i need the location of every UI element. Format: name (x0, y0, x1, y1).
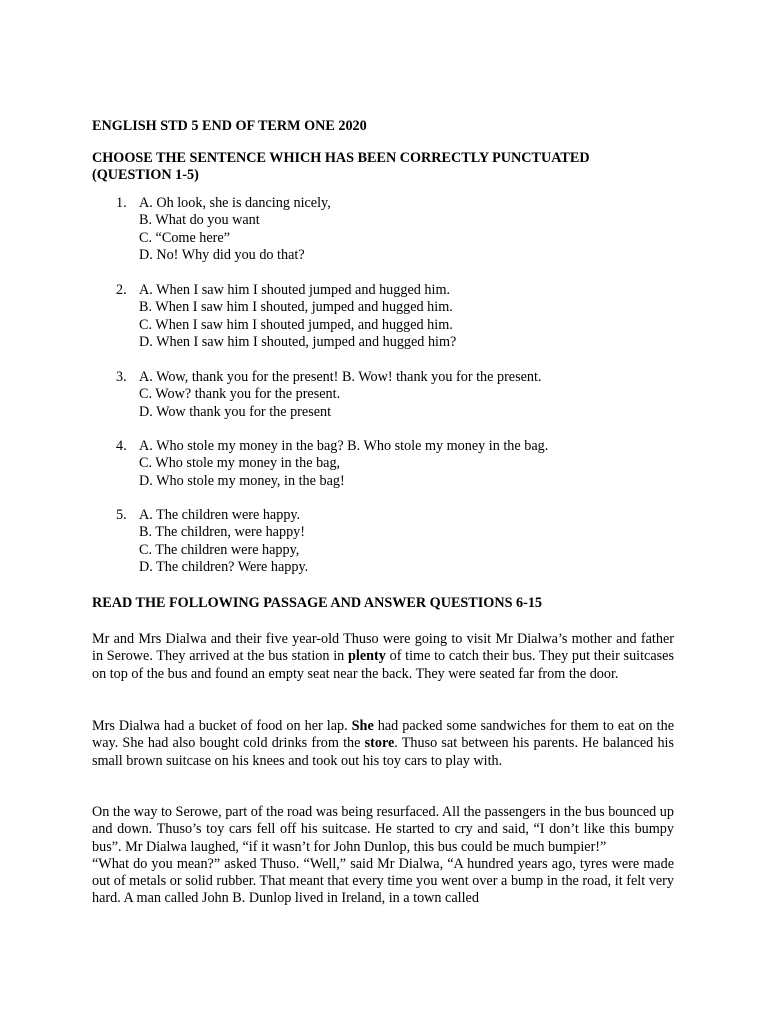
passage-text: of time to catch their bus. They put their suitcases on top of the bus and found an empty seat near the back. They were seated far from the door. (92, 648, 674, 682)
passage-text: On the way to Serowe, part of the road was being resurfaced. All the passengers in the bus bounced up and down. Thuso’s toy cars fell off his suitcase. He started to cry and said, “I don’t like this bumpy bus”. Mr Dialwa laughed, “if it wasn’t for John Dunlop, this bus could be much bumpier!” (92, 804, 674, 855)
document-title: ENGLISH STD 5 END OF TERM ONE 2020 (92, 118, 367, 134)
option-b: B. When I saw him I shouted, jumped and hugged him. (139, 299, 453, 316)
option-d: D. No! Why did you do that? (139, 246, 305, 263)
option-a-b: A. Who stole my money in the bag? B. Who stole my money in the bag. (139, 438, 549, 454)
question-number: 3. (116, 369, 127, 385)
question-number: 2. (116, 282, 127, 298)
bold-word-she: She (351, 718, 374, 734)
passage-text: had packed some sandwiches for them to eat on the way. She had also bought cold drinks from the (92, 718, 674, 752)
option-a: A. When I saw him I shouted jumped and hugged him. (139, 282, 451, 298)
option-c: C. When I saw him I shouted jumped, and hugged him. (139, 316, 453, 333)
option-a-b: A. Wow, thank you for the present! B. Wow! thank you for the present. (139, 369, 542, 385)
passage-text: Mr and Mrs Dialwa and their five year-old Thuso were going to visit Mr Dialwa’s mother and father in Serowe. They arrived at the bus station in (92, 631, 674, 665)
bold-word-plenty: plenty (348, 648, 386, 665)
question-3 (116, 369, 696, 421)
option-a: A. The children were happy. (139, 507, 301, 523)
option-d: D. The children? Were happy. (139, 558, 309, 575)
question-5 (116, 507, 696, 576)
option-d: D. Wow thank you for the present (139, 403, 332, 420)
option-d: D. Who stole my money, in the bag! (139, 472, 345, 489)
option-c: C. The children were happy, (139, 541, 300, 558)
passage-paragraph-1 (92, 631, 674, 683)
option-d: D. When I saw him I shouted, jumped and hugged him? (139, 333, 457, 350)
passage-heading: READ THE FOLLOWING PASSAGE AND ANSWER QUESTIONS 6-15 (92, 595, 543, 611)
question-2 (116, 282, 696, 351)
option-a: A. Oh look, she is dancing nicely, (139, 195, 331, 211)
option-c: C. “Come here” (139, 229, 230, 246)
option-c: C. Who stole my money in the bag, (139, 455, 341, 472)
section-instruction: CHOOSE THE SENTENCE WHICH HAS BEEN CORRECTLY PUNCTUATED (QUESTION 1-5) (92, 150, 590, 184)
option-c: C. Wow? thank you for the present. (139, 386, 341, 403)
bold-word-store: store (364, 735, 395, 752)
question-number: 1. (116, 195, 127, 211)
option-b: B. What do you want (139, 212, 260, 229)
question-4 (116, 438, 696, 490)
passage-paragraph-3 (92, 804, 674, 908)
passage-text: “What do you mean?” asked Thuso. “Well,” said Mr Dialwa, “A hundred years ago, tyres were made out of metals or solid rubber. That meant that every time you went over a bump in the road, it felt very hard. A man called John B. Dunlop lived in Ireland, in a town called (92, 855, 674, 907)
passage-paragraph-2 (92, 718, 674, 770)
passage-text: Mrs Dialwa had a bucket of food on her lap. (92, 718, 352, 734)
passage-text: . Thuso sat between his parents. He balanced his small brown suitcase on his knees and took out his toy cars to play with. (92, 735, 674, 769)
question-number: 5. (116, 507, 127, 523)
question-number: 4. (116, 438, 127, 454)
option-b: B. The children, were happy! (139, 524, 305, 541)
question-1 (116, 195, 696, 264)
